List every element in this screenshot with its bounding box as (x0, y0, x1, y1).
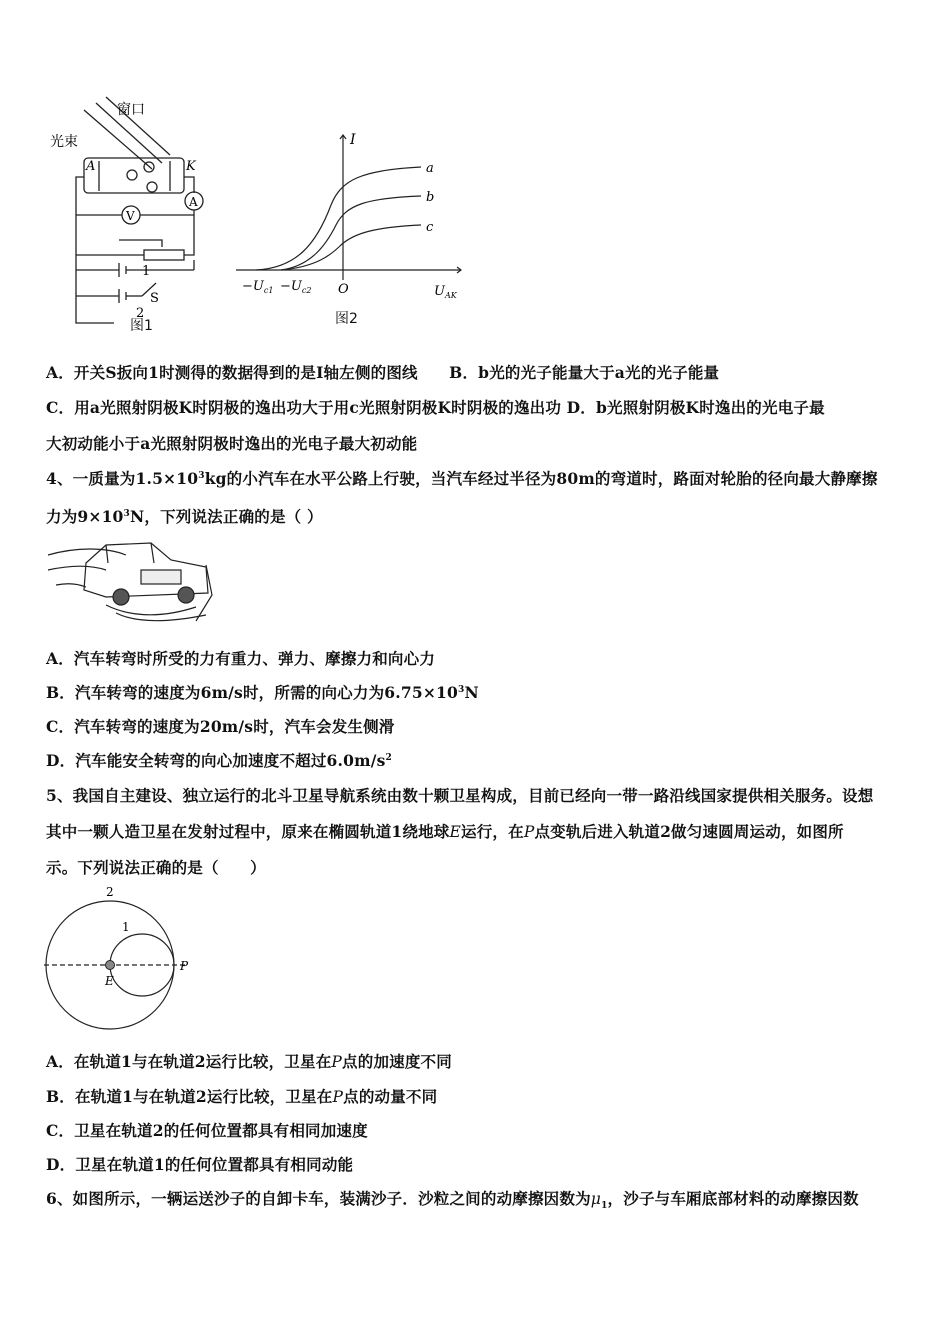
curve-b-label: b (426, 190, 435, 205)
voltmeter-label: V (126, 209, 135, 223)
q4-option-b: B．汽车转弯的速度为6m/s时，所需的向心力为$6.75\times 10^3N$ (46, 683, 479, 702)
fig2-caption: 图2 (335, 311, 358, 327)
q6-stem-line1: 6、如图所示，一辆运送沙子的自卸卡车，装满沙子．沙粒之间的动摩擦因数为$\mu_1$，沙子与车厢底部材料的动摩擦因数 (46, 1189, 859, 1212)
q5-option-a: A．在轨道1与在轨道2运行比较，卫星在P点的加速度不同 (46, 1052, 452, 1071)
q4-option-d: D．汽车能安全转弯的向心加速度不超过$6.0m/s^2$ (46, 751, 392, 770)
uc2-label: $-U_{c2}$ (280, 279, 312, 295)
q5-option-c: C．卫星在轨道2的任何位置都具有相同加速度 (46, 1121, 368, 1140)
q4-stem-line2: 力为$9\times 10^3N$，下列说法正确的是（ ） (46, 507, 323, 526)
q3-options-ab: A．开关S扳向1时测得的数据得到的是I轴左侧的图线 B．b光的光子能量大于a光的光子能量 (46, 363, 720, 382)
q5-option-b: B．在轨道1与在轨道2运行比较，卫星在P点的动量不同 (46, 1087, 438, 1106)
q4-option-a: A．汽车转弯时所受的力有重力、弹力、摩擦力和向心力 (46, 649, 436, 668)
ammeter-label: A (189, 195, 198, 209)
earth-dot (106, 961, 115, 970)
curve-c-label: c (426, 220, 434, 235)
beam-label: 光束 (50, 134, 78, 150)
q4-option-c: C．汽车转弯的速度为20m/s时，汽车会发生侧滑 (46, 717, 395, 736)
curve-a-label: a (426, 161, 434, 176)
uak-axis-label: $U_{AK}$ (434, 284, 457, 300)
origin-label: O (338, 282, 349, 297)
iu-graph-figure (236, 130, 466, 305)
earth-e-label: E (105, 974, 114, 988)
current-axis-label: I (350, 132, 356, 148)
cathode-label: K (186, 159, 196, 174)
q5-option-d: D．卫星在轨道1的任何位置都具有相同动能 (46, 1155, 354, 1174)
switch-pos2-label: 2 (136, 306, 145, 321)
orbit-1-label: 1 (122, 920, 130, 934)
orbit-2-label: 2 (106, 885, 114, 899)
q5-stem-line2: 其中一颗人造卫星在发射过程中，原来在椭圆轨道1绕地球E运行，在P点变轨后进入轨道2做匀速圆周运动，如图所 (46, 822, 844, 841)
orbit-diagram (40, 883, 200, 1033)
anode-label: A (86, 159, 96, 174)
switch-pos1-label: 1 (142, 264, 151, 279)
switch-label: S (150, 291, 159, 306)
car-turning-illustration (46, 535, 214, 625)
window-label: 窗口 (117, 102, 145, 118)
fig1-caption: 图1 (130, 318, 153, 334)
circuit-figure (44, 95, 224, 340)
q5-stem-line1: 5、我国自主建设、独立运行的北斗卫星导航系统由数十颗卫星构成，目前已经向一带一路沿线国家提供相关服务。设想 (46, 786, 874, 805)
uc1-label: $-U_{c1}$ (242, 279, 274, 295)
q5-stem-line3: 示。下列说法正确的是（ ） (46, 858, 266, 877)
q3-options-cd-line2: 大初动能小于a光照射阴极时逸出的光电子最大初动能 (46, 434, 418, 453)
point-p-label: P (180, 959, 189, 973)
q3-options-cd-line1: C．用a光照射阴极K时阴极的逸出功大于用c光照射阴极K时阴极的逸出功 D．b光照射阴极K时逸出的光电子最 (46, 398, 825, 417)
q4-stem-line1: 4、一质量为$1.5\times 10^3kg$的小汽车在水平公路上行驶，当汽车经过半径为80m的弯道时，路面对轮胎的径向最大静摩擦 (46, 469, 878, 488)
